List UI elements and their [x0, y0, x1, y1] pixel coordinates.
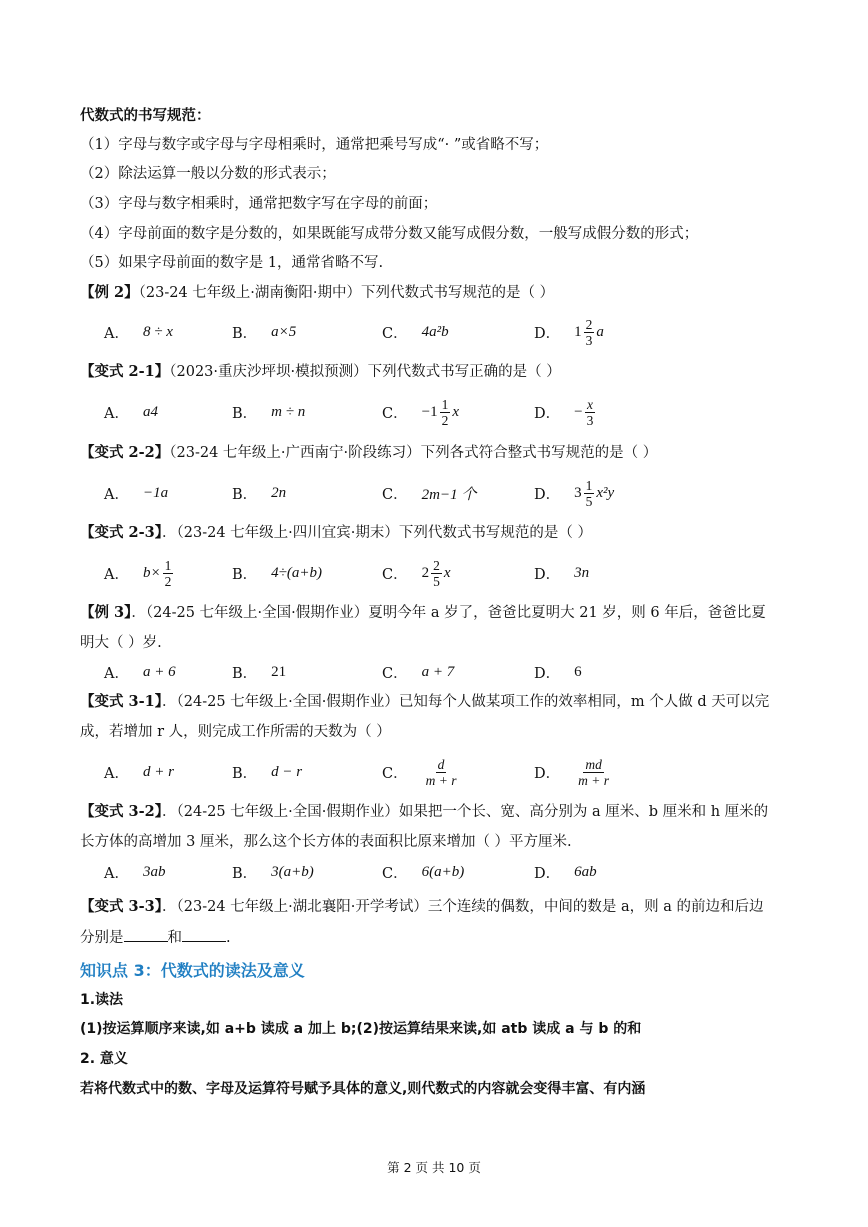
question-text: （23-24 七年级上·湖南衡阳·期中）下列代数式书写规范的是（ ） [138, 285, 555, 301]
option-c[interactable]: C． 4a²b [382, 323, 449, 342]
option-a[interactable]: A． a4 [104, 403, 158, 422]
option-d[interactable]: D． 6ab [534, 863, 597, 882]
question-text: （23-24 七年级上·广西南宁·阶段练习）下列各式符合整式书写规范的是（ ） [169, 445, 658, 461]
question-variant-2-1 [80, 362, 798, 382]
option-b[interactable]: B． d − r [232, 763, 303, 782]
question-tag: 【变式 3-3】 [80, 898, 162, 915]
question-text-continued: 长方体的高增加 3 厘米，那么这个长方体的表面积比原来增加（ ）平方厘米. [80, 834, 572, 850]
question-tag: 【例 3】 [80, 604, 132, 621]
rule-item-3: （3）字母与数字相乘时，通常把数字写在字母的前面； [80, 196, 438, 212]
section-heading: 知识点 3：代数式的读法及意义 [80, 961, 305, 980]
option-b[interactable]: B． 3(a+b) [232, 863, 314, 882]
answer-blank-1[interactable] [124, 927, 168, 942]
option-c[interactable]: C． −1 $\frac{1}{2}$ x [382, 396, 459, 428]
option-a[interactable]: A． 8 ÷ x [104, 323, 173, 342]
question-text: ．（24-25 七年级上·全国·假期作业）夏明今年 a 岁了，爸爸比夏明大 21 岁，则 6 年后，爸爸比夏 [131, 605, 766, 621]
option-d[interactable]: D． 1 $\frac{2}{3}$ a [534, 316, 604, 348]
question-variant-3-3 [80, 897, 798, 917]
question-example-3 [80, 603, 798, 623]
knowledge-paragraph-meaning: 若将代数式中的数、字母及运算符号赋予具体的意义,则代数式的内容就会变得丰富、有内涵 [80, 1081, 646, 1097]
knowledge-subheading-reading: 1.读法 [80, 992, 124, 1008]
option-a[interactable]: A． 3ab [104, 863, 166, 882]
option-b[interactable]: B． 21 [232, 663, 287, 682]
knowledge-paragraph-reading: (1)按运算顺序来读,如 a+b 读成 a 加上 b;(2)按运算结果来读,如 atb 读成 a 与 b 的和 [80, 1021, 642, 1037]
option-b[interactable]: B． m ÷ n [232, 403, 306, 422]
page-footer: 第 2 页 共 10 页 [387, 1160, 481, 1175]
question-text: ．（23-24 七年级上·四川宜宾·期末）下列代数式书写规范的是（ ） [162, 525, 592, 541]
option-b[interactable]: B． a×5 [232, 323, 297, 342]
question-variant-3-2 [80, 802, 798, 822]
knowledge-subheading-meaning: 2. 意义 [80, 1051, 128, 1067]
question-text-continued: 分别是 和 . [80, 927, 798, 948]
rules-title: 代数式的书写规范： [80, 107, 211, 124]
question-tag: 【变式 3-2】 [80, 803, 162, 820]
rule-item-2: （2）除法运算一般以分数的形式表示； [80, 166, 336, 182]
question-text-continued: 明大（ ）岁. [80, 635, 162, 651]
question-text: （2023·重庆沙坪坝·模拟预测）下列代数式书写正确的是（ ） [169, 364, 561, 380]
question-variant-2-2 [80, 443, 798, 463]
option-d[interactable]: D． 3 $\frac{1}{5}$ x²y [534, 477, 615, 509]
option-a[interactable]: A． b× $\frac{1}{2}$ [104, 557, 172, 589]
option-d[interactable]: D． − $\frac{x}{3}$ [534, 396, 594, 428]
option-d[interactable]: D． $\frac{md}{m + r}$ [534, 756, 610, 788]
option-a[interactable]: A． d + r [104, 763, 174, 782]
question-text: ．（24-25 七年级上·全国·假期作业）已知每个人做某项工作的效率相同，m 个人做 d 天可以完 [162, 694, 770, 710]
option-b[interactable]: B． 2n [232, 484, 287, 503]
option-d[interactable]: D． 3n [534, 564, 590, 583]
question-text-continued: 成，若增加 r 人，则完成工作所需的天数为（ ） [80, 724, 391, 740]
option-d[interactable]: D． 6 [534, 663, 582, 682]
option-a[interactable]: A． a + 6 [104, 663, 176, 682]
rule-item-4: （4）字母前面的数字是分数的，如果既能写成带分数又能写成假分数，一般写成假分数的形式； [80, 226, 699, 242]
answer-blank-2[interactable] [182, 927, 226, 942]
question-tag: 【变式 3-1】 [80, 693, 162, 710]
question-example-2 [80, 283, 798, 303]
question-tag: 【例 2】 [80, 284, 139, 301]
question-tag: 【变式 2-1】 [80, 363, 170, 380]
rule-item-1: （1）字母与数字或字母与字母相乘时，通常把乘号写成“· ”或省略不写； [80, 137, 549, 153]
option-c[interactable]: C． 2m−1 个 [382, 486, 477, 503]
option-b[interactable]: B． 4÷(a+b) [232, 564, 323, 583]
rule-item-5: （5）如果字母前面的数字是 1，通常省略不写. [80, 255, 384, 271]
question-variant-3-1 [80, 692, 798, 712]
question-text: ．（24-25 七年级上·全国·假期作业）如果把一个长、宽、高分别为 a 厘米、b 厘米和 h 厘米的 [162, 804, 769, 820]
question-variant-2-3 [80, 523, 798, 543]
option-c[interactable]: C． 6(a+b) [382, 863, 465, 882]
option-a[interactable]: A． −1a [104, 484, 169, 503]
option-c[interactable]: C． 2 $\frac{2}{5}$ x [382, 557, 451, 589]
option-c[interactable]: C． a + 7 [382, 663, 455, 682]
option-c[interactable]: C． $\frac{d}{m + r}$ [382, 756, 457, 788]
question-tag: 【变式 2-2】 [80, 444, 170, 461]
question-text: ．（23-24 七年级上·湖北襄阳·开学考试）三个连续的偶数，中间的数是 a，则 a 的前边和后边 [162, 899, 764, 915]
question-tag: 【变式 2-3】 [80, 524, 162, 541]
